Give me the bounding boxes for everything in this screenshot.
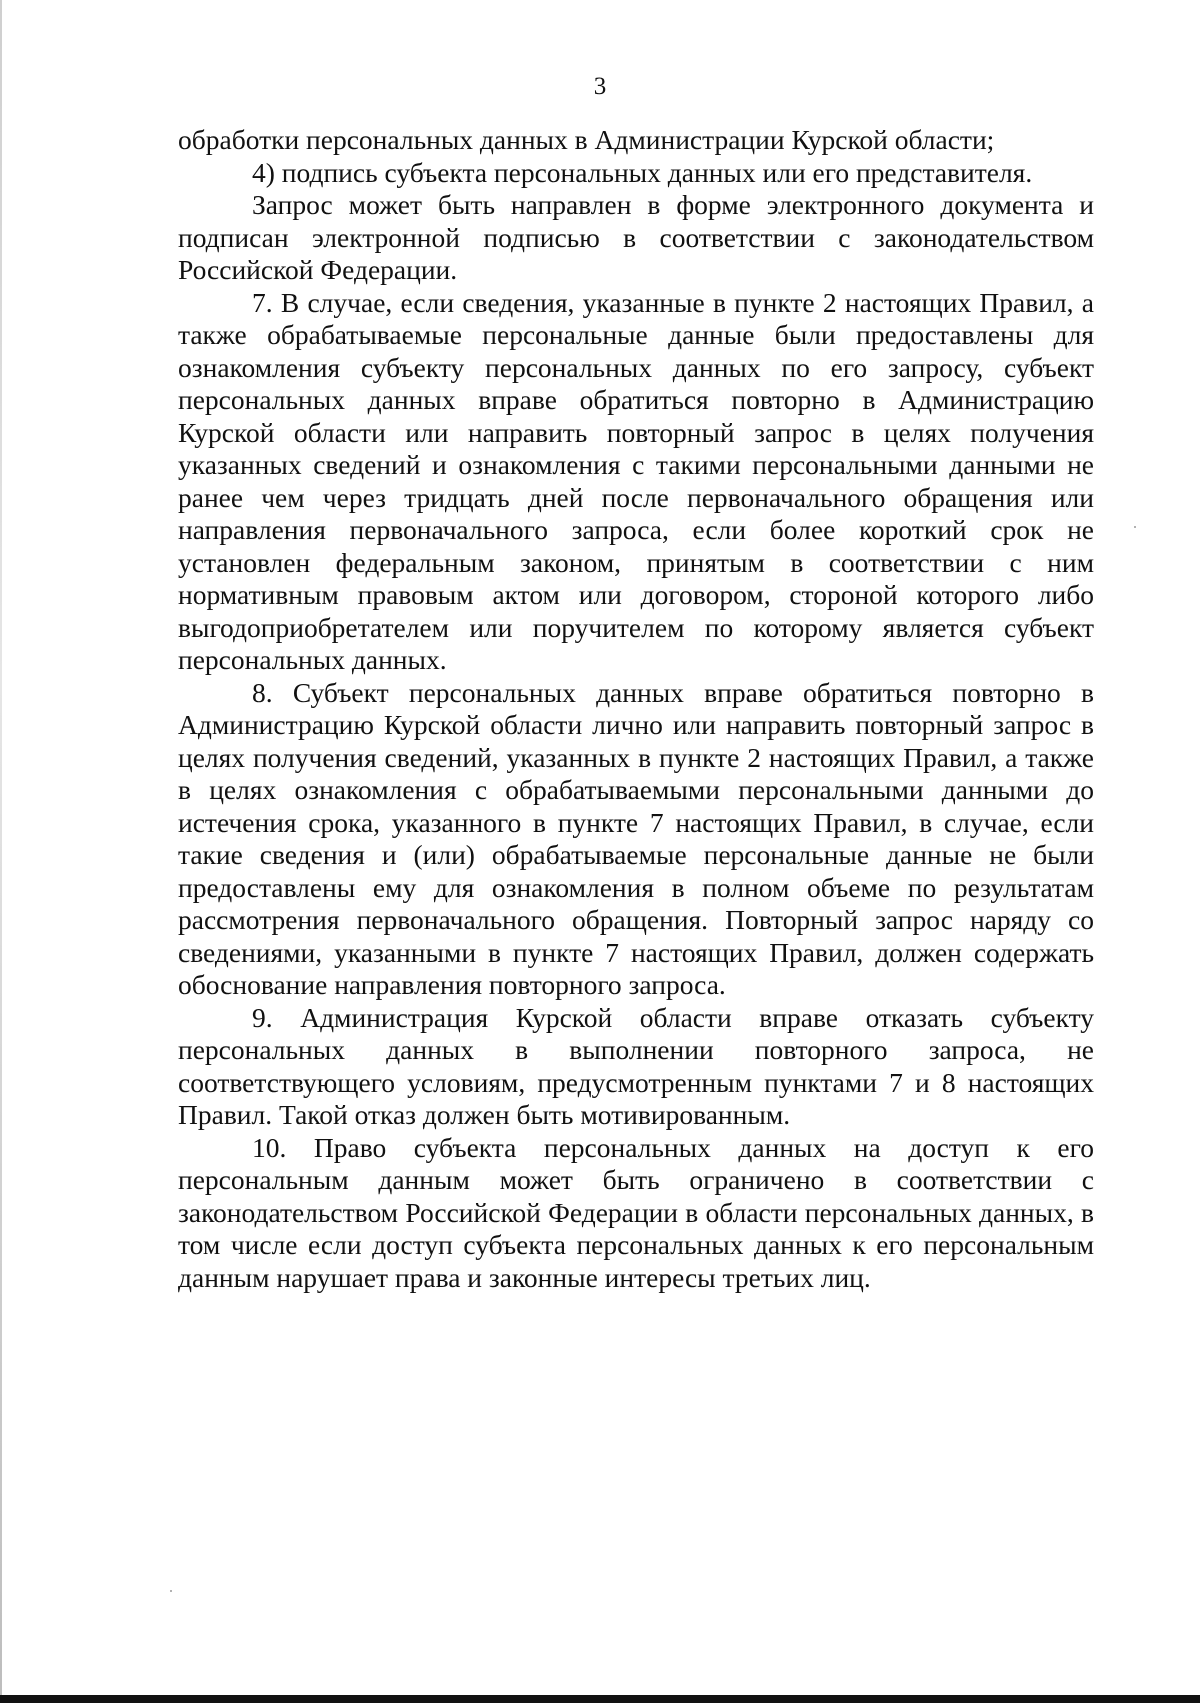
page-number: 3: [593, 73, 607, 100]
document-body: [178, 124, 1094, 1294]
paragraph-clause-8: 8. Субъект персональных данных вправе обратиться повторно в Администрацию Курской области лично или направить повторный запрос в целях получения сведений, указанных в пункте 2 настоящих Правил, а также в целях ознакомления с обрабатываемыми персональными данными до истечения срока, указанного в пункте 7 настоящих Правил, в случае, если такие сведения и (или) обрабатываемые персональные данные не были предоставлены ему для ознакомления в полном объеме по результатам рассмотрения первоначального обращения. Повторный запрос наряду со сведениями, указанными в пункте 7 настоящих Правил, должен содержать обоснование направления повторного запроса.: [178, 676, 1094, 1000]
scan-speck: [170, 1590, 172, 1592]
scan-speck: [1134, 526, 1136, 528]
paragraph-electronic-request: Запрос может быть направлен в форме электронного документа и подписан электронной подписью в соответствии с законодательством Российской Федерации.: [178, 189, 1094, 285]
paragraph-continuation: обработки персональных данных в Администрации Курской области;: [178, 124, 995, 155]
scan-edge: [0, 0, 2, 1703]
paragraph-clause-9: 9. Администрация Курской области вправе отказать субъекту персональных данных в выполнении повторного запроса, не соответствующего условиям, предусмотренным пунктами 7 и 8 настоящих Правил. Такой отказ должен быть мотивированным.: [178, 1001, 1094, 1130]
scan-bottom-edge: [0, 1695, 1200, 1703]
paragraph-clause-10: 10. Право субъекта персональных данных на доступ к его персональным данным может быть ограничено в соответствии с законодательством Российской Федерации в области персональных данных, в том числе если доступ субъекта персональных данных к его персональным данным нарушает права и законные интересы третьих лиц.: [178, 1131, 1094, 1293]
paragraph-item-4: 4) подпись субъекта персональных данных или его представителя.: [252, 156, 1033, 188]
paragraph-clause-7: 7. В случае, если сведения, указанные в пункте 2 настоящих Правил, а также обрабатываемые персональные данные были предоставлены для ознакомления субъекту персональных данных по его запросу, субъект персональных данных вправе обратиться повторно в Администрацию Курской области или направить повторный запрос в целях получения указанных сведений и ознакомления с такими персональными данными не ранее чем через тридцать дней после первоначального обращения или направления первоначального запроса, если более короткий срок не установлен федеральным законом, принятым в соответствии с ним нормативным правовым актом или договором, стороной которого либо выгодоприобретателем или поручителем по которому является субъект персональных данных.: [178, 286, 1094, 675]
